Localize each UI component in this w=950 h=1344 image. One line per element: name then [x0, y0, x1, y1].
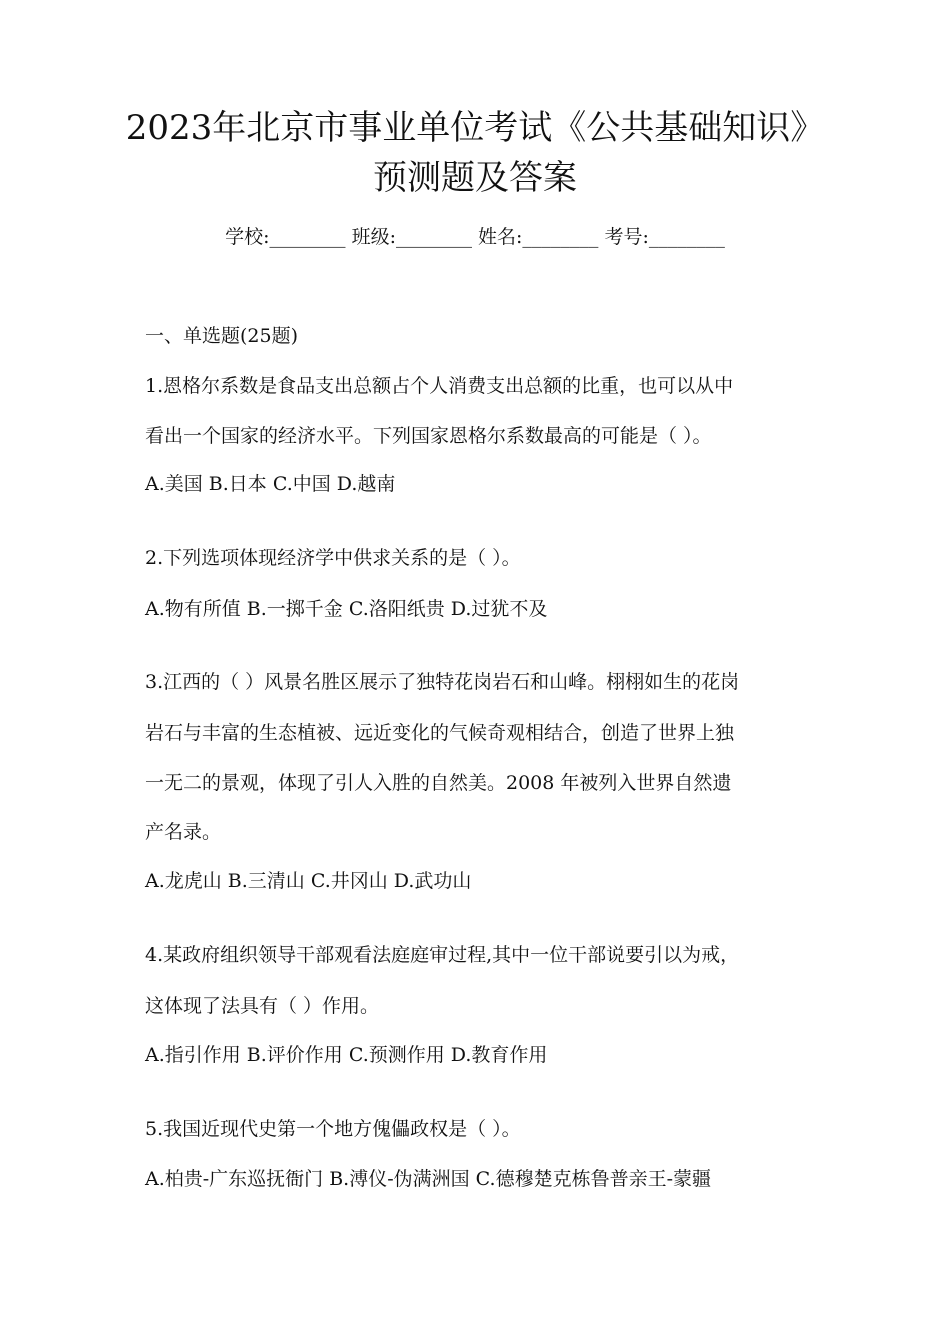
question-1-stem-line-1: 1.恩格尔系数是食品支出总额占个人消费支出总额的比重，也可以从中	[145, 375, 734, 397]
document-title-line-2: 预测题及答案	[373, 158, 577, 198]
section-heading: 一、单选题(25题)	[145, 325, 299, 347]
question-3-options: A.龙虎山 B.三清山 C.井冈山 D.武功山	[145, 870, 472, 892]
question-1-stem-line-2: 看出一个国家的经济水平。下列国家恩格尔系数最高的可能是（ ）。	[145, 425, 712, 447]
question-2-stem-line-1: 2.下列选项体现经济学中供求关系的是（ ）。	[145, 547, 521, 569]
question-3-stem-line-1: 3.江西的（ ）风景名胜区展示了独特花岗岩石和山峰。栩栩如生的花岗	[145, 671, 740, 693]
question-5-stem-line-1: 5.我国近现代史第一个地方傀儡政权是（ ）。	[145, 1118, 521, 1140]
student-info-line: 学校:________ 班级:________ 姓名:________ 考号:________	[225, 226, 725, 248]
question-3-stem-line-3: 一无二的景观，体现了引人入胜的自然美。2008 年被列入世界自然遗	[145, 772, 732, 794]
question-3-stem-line-2: 岩石与丰富的生态植被、远近变化的气候奇观相结合，创造了世界上独	[145, 722, 735, 744]
question-4-options: A.指引作用 B.评价作用 C.预测作用 D.教育作用	[145, 1044, 548, 1066]
question-1-options: A.美国 B.日本 C.中国 D.越南	[145, 473, 396, 495]
document-title-line-1: 2023年北京市事业单位考试《公共基础知识》	[125, 108, 825, 148]
question-4-stem-line-1: 4.某政府组织领导干部观看法庭庭审过程,其中一位干部说要引以为戒，	[145, 944, 740, 966]
question-2-options: A.物有所值 B.一掷千金 C.洛阳纸贵 D.过犹不及	[145, 598, 548, 620]
question-4-stem-line-2: 这体现了法具有（ ）作用。	[145, 995, 380, 1017]
question-3-stem-line-4: 产名录。	[145, 821, 222, 843]
question-5-options: A.柏贵-广东巡抚衙门 B.溥仪-伪满洲国 C.德穆楚克栋鲁普亲王-蒙疆	[145, 1168, 712, 1190]
